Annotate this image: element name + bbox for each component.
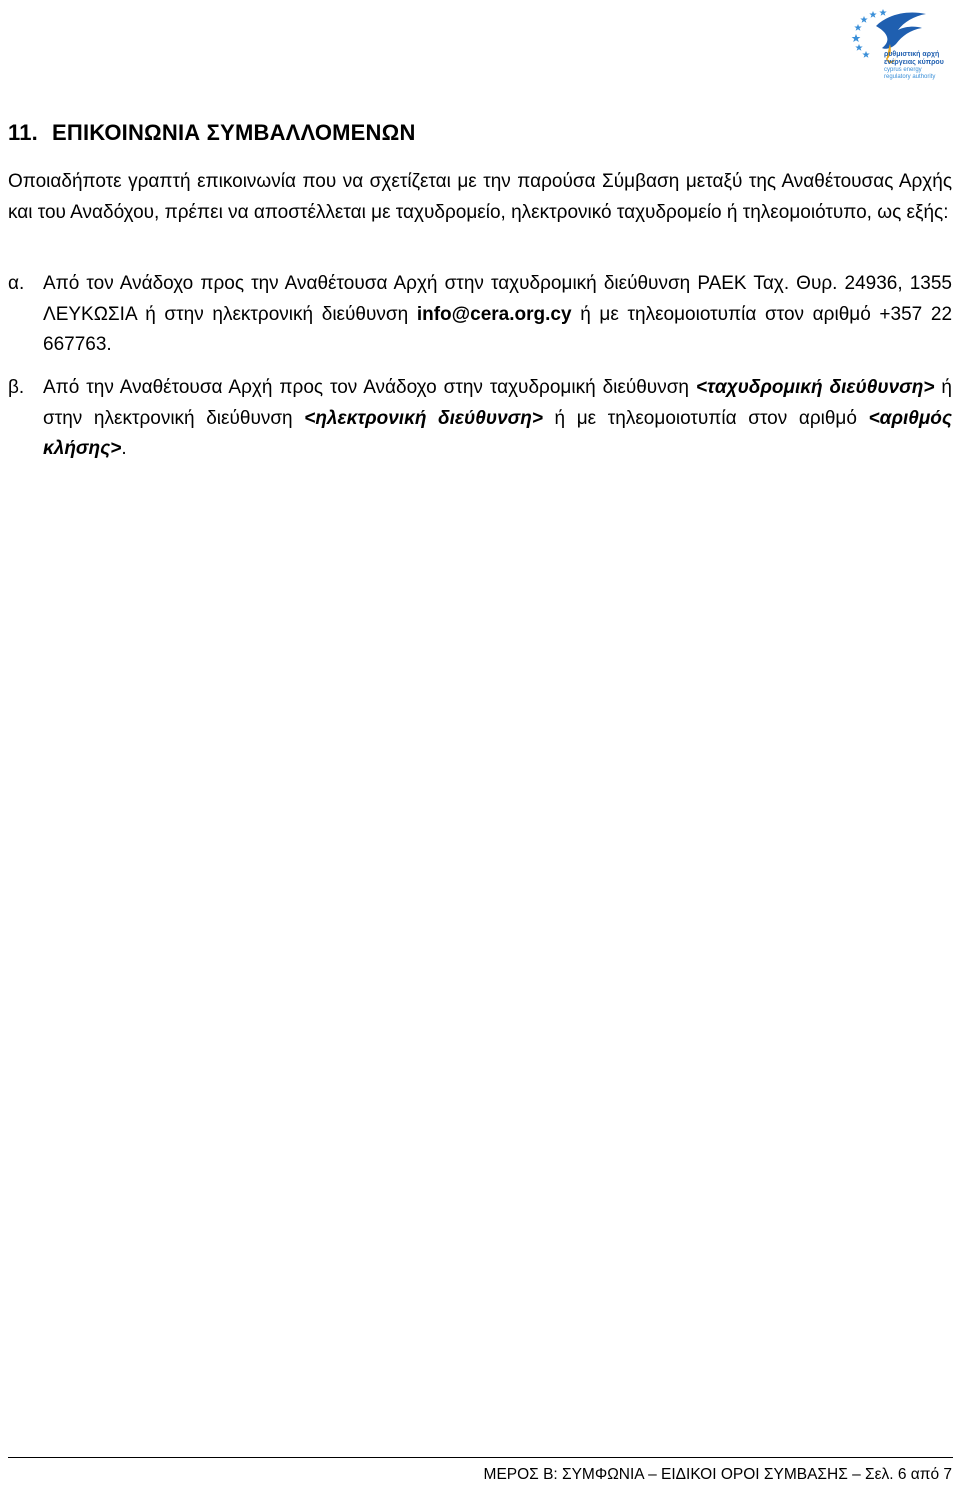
section-title: ΕΠΙΚΟΙΝΩΝΙΑ ΣΥΜΒΑΛΛΟΜΕΝΩΝ xyxy=(51,120,416,145)
section-number: 11. xyxy=(8,120,38,145)
item-text: ή στην ηλεκτρονική διεύθυνση xyxy=(43,377,952,429)
item-text: ή με τηλεομοιοτυπία στον αριθμό xyxy=(542,407,869,429)
section-heading xyxy=(8,120,416,146)
list-marker: β. xyxy=(8,377,25,398)
svg-text:ενέργειας κύπρου: ενέργειας κύπρου xyxy=(884,59,944,66)
star-ring-icon xyxy=(852,9,887,58)
list-marker: α. xyxy=(8,273,25,294)
page-footer: ΜΕΡΟΣ Β: ΣΥΜΦΩΝΙΑ – ΕΙΔΙΚΟΙ ΟΡΟΙ ΣΥΜΒΑΣΗΣ – Σελ. 6 από 7 xyxy=(483,1466,952,1483)
list-item-body xyxy=(43,269,952,361)
item-text: . xyxy=(121,438,127,459)
placeholder-fax-number: <αριθμός κλήσης> xyxy=(43,407,952,459)
placeholder-email-address: <ηλεκτρονική διεύθυνση> xyxy=(304,407,543,429)
list-item-a xyxy=(8,269,952,361)
svg-text:regulatory authority: regulatory authority xyxy=(884,74,936,80)
item-text: ή με τηλεομοιοτυπία στον αριθμό +357 22 667763. xyxy=(43,303,953,355)
cera-logo xyxy=(846,4,956,82)
list-item-b xyxy=(8,373,952,465)
wing-icon xyxy=(876,13,926,49)
svg-text:cyprus energy: cyprus energy xyxy=(884,67,922,73)
intro-paragraph: Οποιαδήποτε γραπτή επικοινωνία που να σχετίζεται με την παρούσα Σύμβαση μεταξύ της Αναθέτουσας Αρχής και του Αναδόχου, πρέπει να αποστέλλεται με ταχυδρομείο, ηλεκτρονικό ταχυδρομείο ή τηλεομοιότυπο, ως εξής: xyxy=(8,171,952,223)
item-text: Από τον Ανάδοχο προς την Αναθέτουσα Αρχή στην ταχυδρομική διεύθυνση ΡΑΕΚ Ταχ. Θυρ. 24936, 1355 ΛΕΥΚΩΣΙΑ ή στην ηλεκτρονική διεύθυνση xyxy=(43,273,952,325)
list-item-body xyxy=(43,373,952,465)
footer-divider xyxy=(8,1457,953,1458)
item-text: Από την Αναθέτουσα Αρχή προς τον Ανάδοχο στην ταχυδρομική διεύθυνση xyxy=(43,377,696,398)
placeholder-postal-address: <ταχυδρομική διεύθυνση> xyxy=(695,377,935,398)
email-address: info@cera.org.cy xyxy=(416,303,572,325)
svg-text:ρυθμιστική αρχή: ρυθμιστική αρχή xyxy=(884,51,940,58)
